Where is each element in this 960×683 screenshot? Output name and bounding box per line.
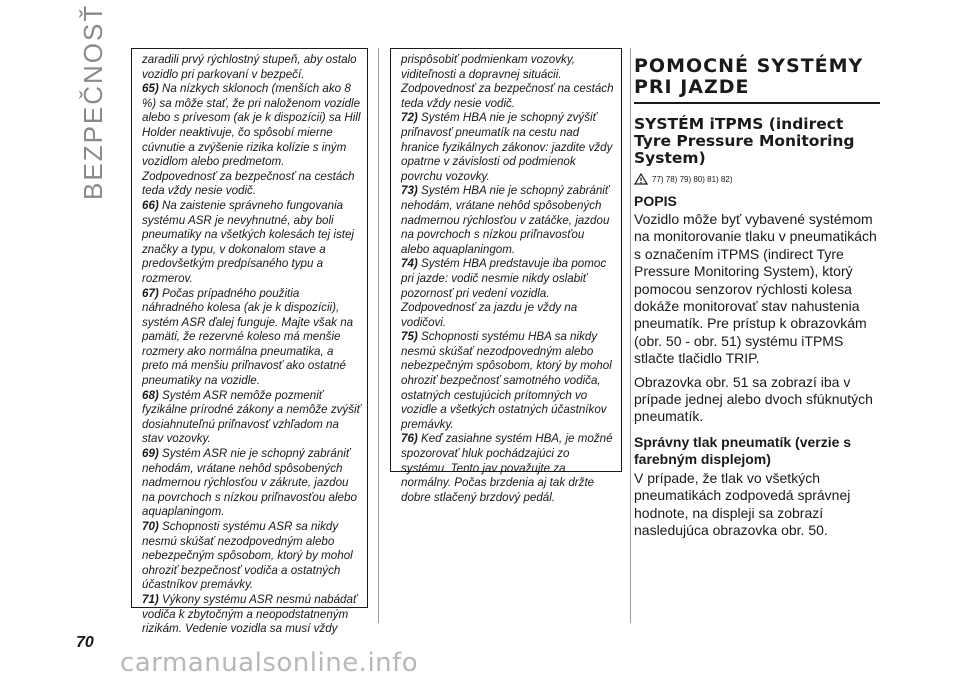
warning-note	[401, 184, 615, 257]
warning-note	[401, 53, 615, 111]
chapter-heading: POMOCNÉ SYSTÉMY PRI JAZDE	[634, 56, 880, 104]
warning-note	[142, 389, 361, 447]
warning-number: 72)	[401, 111, 418, 125]
warning-number: 68)	[142, 388, 159, 402]
column-divider-2	[630, 48, 631, 623]
warning-number: 75)	[401, 330, 418, 344]
column-divider-1	[378, 48, 379, 623]
warning-text: Systém HBA predstavuje iba pomoc pri jazde: vodič nesmie nikdy oslabiť pozornosť pri vedení vozidla. Zodpovednosť za jazdu je vždy na vodičovi.	[401, 257, 607, 329]
warning-number: 67)	[142, 286, 159, 300]
warning-number: 71)	[142, 592, 159, 606]
warning-note	[142, 82, 361, 199]
warning-text: Systém HBA nie je schopný zvýšiť priľnavosť pneumatík na cestu nad hranice fyzikálnych zákonov: jazdite vždy opatrne v závislosti od podmienok povrchu vozovky.	[401, 111, 613, 183]
warning-text: Systém ASR nemôže pozmeniť fyzikálne prírodné zákony a nemôže zvýšiť dosiahnuteľnú priľnavosť vzhľadom na stav vozovky.	[142, 388, 361, 446]
popis-title: POPIS	[634, 193, 677, 209]
warning-text: Keď zasiahne systém HBA, je možné spozorovať hluk pochádzajúci zo systému. Tento jav považujte za normálny. Počas brzdenia aj tak držte dobre stlačený brzdový pedál.	[401, 432, 613, 504]
pressure-paragraph-1: V prípade, že tlak vo všetkých pneumatikách zodpovedá správnej hodnote, na displeji sa zobrazí nasledujúca obrazovka obr. 50.	[634, 469, 851, 539]
content-column-right	[634, 56, 880, 546]
warning-note	[142, 287, 361, 389]
warnings-box-left	[131, 48, 368, 636]
reference-numbers: 77) 78) 79) 80) 81) 82)	[652, 174, 733, 184]
warning-note	[401, 257, 615, 330]
warning-note	[142, 520, 361, 593]
section-heading: SYSTÉM iTPMS (indirect Tyre Pressure Monitoring System)	[634, 115, 855, 167]
warning-text: Schopnosti systému ASR sa nikdy nesmú skúšať nezodpovedným alebo nebezpečným spôsobom, ktorý by mohol ohroziť bezpečnosť vodiča a ostatných účastníkov premávky.	[142, 520, 353, 592]
warning-number: 69)	[142, 447, 159, 461]
warning-note	[401, 330, 615, 432]
warning-number: 76)	[401, 432, 418, 446]
warnings-box-middle	[390, 48, 622, 504]
warning-number: 70)	[142, 520, 159, 533]
warning-text: Schopnosti systému HBA sa nikdy nesmú skúšať nezodpovedným alebo nebezpečným spôsobom, ktorý by mohol ohroziť bezpečnosť samotného vodiča, ostatných cestujúcich prítomných vo vozidle a všetkých ostatných účastníkov premávky.	[401, 330, 612, 431]
warning-text: Systém ASR nie je schopný zabrániť nehodám, vrátane nehôd spôsobených nadmernou rýchlosťou v zákrute, jazdou na povrchoch s nízkou priľnavosťou alebo aquaplaningom.	[142, 447, 357, 519]
warning-number: 65)	[142, 82, 159, 96]
section-side-title: BEZPEČNOSŤ	[78, 3, 108, 200]
warning-text: zaradili prvý rýchlostný stupeň, aby ostalo vozidlo pri parkovaní v bezpečí.	[142, 53, 357, 81]
popis-paragraph-1: Vozidlo môže byť vybavené systémom na monitorovanie tlaku v pneumatikách s označením iTPMS (indirect Tyre Pressure Monitoring System), ktorý pomocou senzorov rýchlosti kolesa dokáže monitorovať stav nahustenia pneumatík. Pre prístup k obrazovkám (obr. 50 - obr. 51) systému iTPMS stlačte tlačidlo TRIP.	[634, 211, 877, 367]
warning-text: Systém HBA nie je schopný zabrániť nehodám, vrátane nehôd spôsobených nadmernou rýchlosťou v zatáčke, jazdou na povrchoch s nízkou priľnavosťou alebo aquaplaningom.	[401, 184, 610, 256]
warning-text: Výkony systému ASR nesmú nabádať vodiča k zbytočným a neopodstatneným rizikám. Vedenie vozidla sa musí vždy	[142, 592, 358, 636]
warning-number: 73)	[401, 184, 418, 198]
warning-number: 66)	[142, 198, 159, 212]
pressure-section-title: Správny tlak pneumatík (verzie s farebným displejom)	[634, 433, 852, 467]
page-number: 70	[76, 634, 94, 651]
warning-note	[142, 447, 361, 520]
warning-references	[634, 173, 880, 185]
warning-note	[401, 432, 615, 505]
warning-note	[142, 199, 361, 287]
popis-paragraph-2: Obrazovka obr. 51 sa zobrazí iba v prípade jednej alebo dvoch sfúknutých pneumatík.	[634, 373, 873, 425]
warning-text: Na zaistenie správneho fungovania systému ASR je nevyhnutné, aby boli pneumatiky na všetkých kolesách tej istej značky a typu, v dokonalom stave a predovšetkým predpísaného typu a rozmerov.	[142, 198, 355, 285]
warning-note	[142, 593, 361, 637]
watermark: carmanualsonline.info	[120, 648, 419, 678]
warning-triangle-icon	[634, 173, 648, 185]
warning-text: prispôsobiť podmienkam vozovky, viditeľnosti a dopravnej situácii. Zodpovednosť za bezpečnosť na cestách teda vždy nesie vodič.	[401, 53, 614, 110]
warning-number: 74)	[401, 257, 418, 271]
warning-note	[401, 111, 615, 184]
warning-note	[142, 53, 361, 82]
warning-text: Na nízkych sklonoch (menších ako 8 %) sa môže stať, že pri naloženom vozidle alebo s prívesom (ak je k dispozícii) sa Hill Holder neaktivuje, čo spôsobí mierne cúvnutie a zvýšenie rizika kolízie s iným vozidlom alebo predmetom. Zodpovednosť za bezpečnosť na cestách teda vždy nesie vodič.	[142, 82, 361, 198]
warning-text: Počas prípadného použitia náhradného kolesa (ak je k dispozícii), systém ASR ďalej funguje. Majte však na pamäti, že rezervné koleso má menšie rozmery ako normálna pneumatika, a preto má menšiu priľnavosť ako ostatné pneumatiky na vozidle.	[142, 286, 354, 388]
